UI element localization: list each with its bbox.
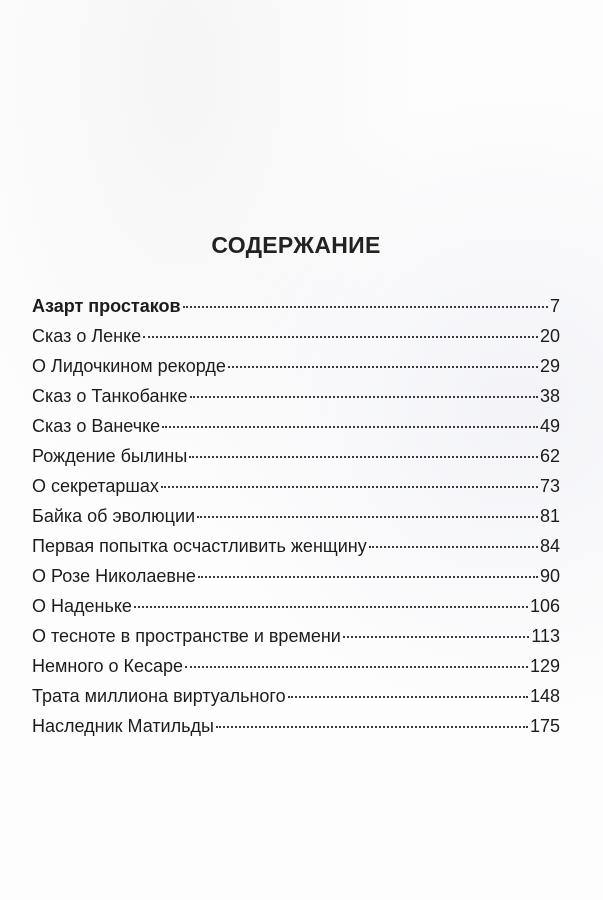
toc-entry [32,564,560,594]
toc-entry-title: О Лидочкином рекорде [32,356,226,376]
toc-entry-title: Байка об эволюции [32,506,196,526]
dot-leader [343,636,529,638]
toc-entry-title: О секретаршах [32,476,159,496]
table-of-contents [32,294,560,744]
toc-entry-title: Наследник Матильды [32,716,214,736]
dot-leader [369,546,538,548]
toc-entry-title: Трата миллиона виртуального [32,686,286,706]
dot-leader [190,396,538,398]
toc-page-number: 106 [529,596,560,616]
toc-page-number: 175 [529,716,560,736]
dot-leader [198,576,538,578]
toc-entry [32,714,560,744]
dot-leader [134,606,528,608]
toc-page-number: 7 [549,296,560,316]
toc-page-number: 73 [539,476,560,496]
toc-entry [32,624,560,654]
dot-leader [161,486,538,488]
toc-page-number: 49 [539,416,560,436]
dot-leader [189,456,538,458]
toc-entry [32,504,560,534]
toc-page-number: 62 [539,446,560,466]
toc-entry-title: Сказ о Танкобанке [32,386,188,406]
toc-page-number: 90 [539,566,560,586]
toc-entry-title: Сказ о Ленке [32,326,142,346]
toc-entry [32,594,560,624]
toc-entry [32,534,560,564]
toc-entry-title: Первая попытка осчастливить женщину [32,536,367,556]
toc-entry [32,414,560,444]
toc-entry [32,684,560,714]
dot-leader [228,366,538,368]
toc-entry-title: О Наденьке [32,596,132,616]
dot-leader [162,426,538,428]
dot-leader [197,516,538,518]
toc-page-number: 84 [539,536,560,556]
toc-entry [32,294,560,324]
toc-page-number: 148 [529,686,560,706]
toc-page-number: 38 [539,386,560,406]
dot-leader [185,666,528,668]
toc-entry [32,324,560,354]
toc-entry [32,354,560,384]
dot-leader [288,696,528,698]
toc-page-number: 20 [539,326,560,346]
toc-entry-title: О тесноте в пространстве и времени [32,626,341,646]
contents-title: СОДЕРЖАНИЕ [211,232,381,258]
toc-page-number: 129 [529,656,560,676]
toc-entry-title: Рождение былины [32,446,188,466]
dot-leader [216,726,528,728]
toc-page-number: 113 [531,626,560,646]
toc-entry-title: О Розе Николаевне [32,566,196,586]
toc-entry [32,654,560,684]
dot-leader [143,336,538,338]
toc-entry-title: Азарт простаков [32,296,181,316]
toc-page-number: 81 [539,506,560,526]
dot-leader [183,306,548,308]
toc-entry-title: Сказ о Ванечке [32,416,161,436]
toc-page-number: 29 [539,356,560,376]
toc-entry-title: Немного о Кесаре [32,656,184,676]
toc-entry [32,474,560,504]
toc-entry [32,384,560,414]
toc-entry [32,444,560,474]
